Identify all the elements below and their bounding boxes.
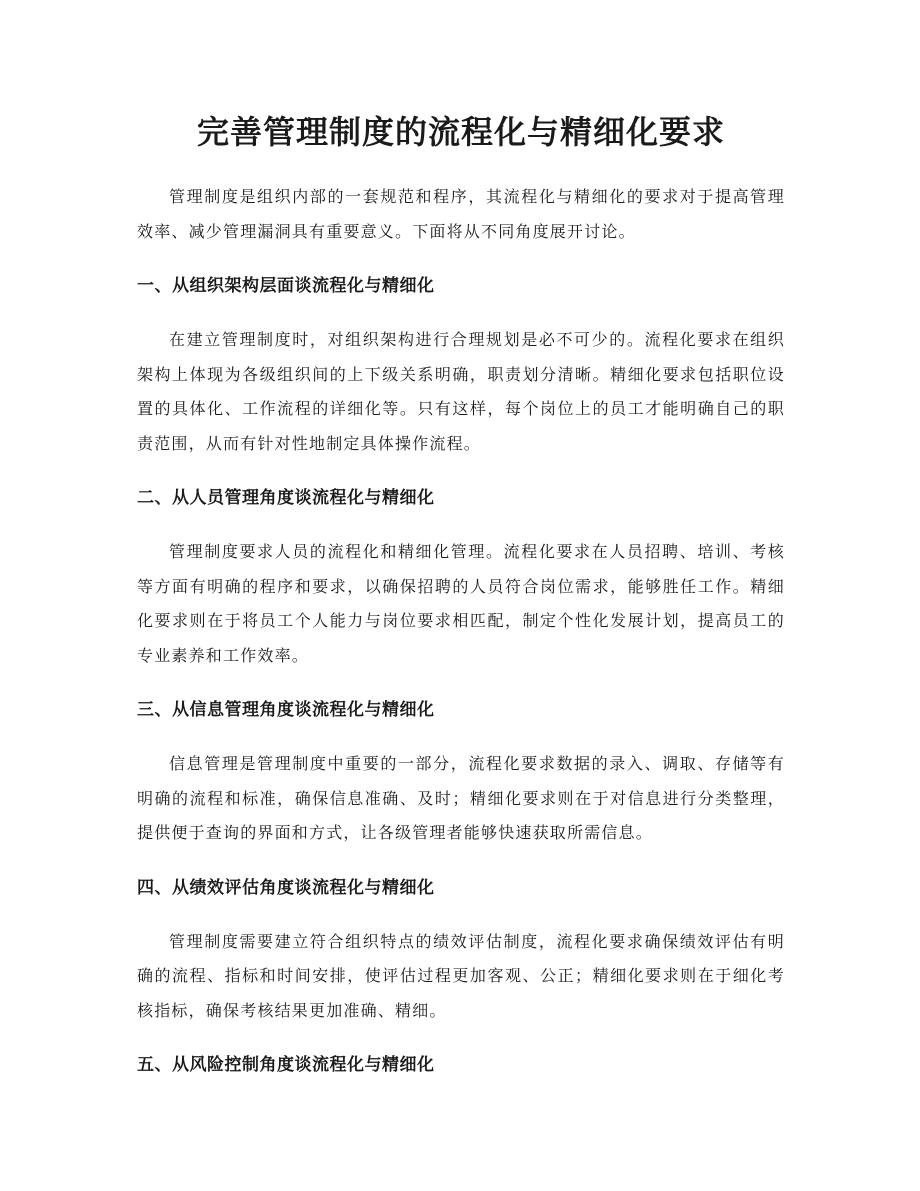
section-heading-1: 一、从组织架构层面谈流程化与精细化 <box>137 276 435 296</box>
document-title: 完善管理制度的流程化与精细化要求 <box>196 113 725 151</box>
section-heading-3: 三、从信息管理角度谈流程化与精细化 <box>137 700 435 720</box>
section-body-4: 管理制度需要建立符合组织特点的绩效评估制度，流程化要求确保绩效评估有明确的流程、指标和时间安排，使评估过程更加客观、公正；精细化要求则在于细化考核指标，确保考核结果更加准确、精细。 <box>137 931 785 1020</box>
document-content <box>137 180 785 1102</box>
section-heading-2: 二、从人员管理角度谈流程化与精细化 <box>137 488 435 508</box>
section-heading-5: 五、从风险控制角度谈流程化与精细化 <box>137 1055 435 1075</box>
section-heading-4: 四、从绩效评估角度谈流程化与精细化 <box>137 877 435 898</box>
section-body-2: 管理制度要求人员的流程化和精细化管理。流程化要求在人员招聘、培训、考核等方面有明确的程序和要求，以确保招聘的人员符合岗位需求，能够胜任工作。精细化要求则在于将员工个人能力与岗位要求相匹配，制定个性化发展计划，提高员工的专业素养和工作效率。 <box>137 542 785 665</box>
section-body-3: 信息管理是管理制度中重要的一部分，流程化要求数据的录入、调取、存储等有明确的流程和标准，确保信息准确、及时；精细化要求则在于对信息进行分类整理，提供便于查询的界面和方式，让各级管理者能够快速获取所需信息。 <box>137 754 785 842</box>
intro-paragraph: 管理制度是组织内部的一套规范和程序，其流程化与精细化的要求对于提高管理效率、减少管理漏洞具有重要意义。下面将从不同角度展开讨论。 <box>137 187 785 241</box>
section-body-1: 在建立管理制度时，对组织架构进行合理规划是必不可少的。流程化要求在组织架构上体现为各级组织间的上下级关系明确，职责划分清晰。精细化要求包括职位设置的具体化、工作流程的详细化等。只有这样，每个岗位上的员工才能明确自己的职责范围，从而有针对性地制定具体操作流程。 <box>137 330 785 453</box>
